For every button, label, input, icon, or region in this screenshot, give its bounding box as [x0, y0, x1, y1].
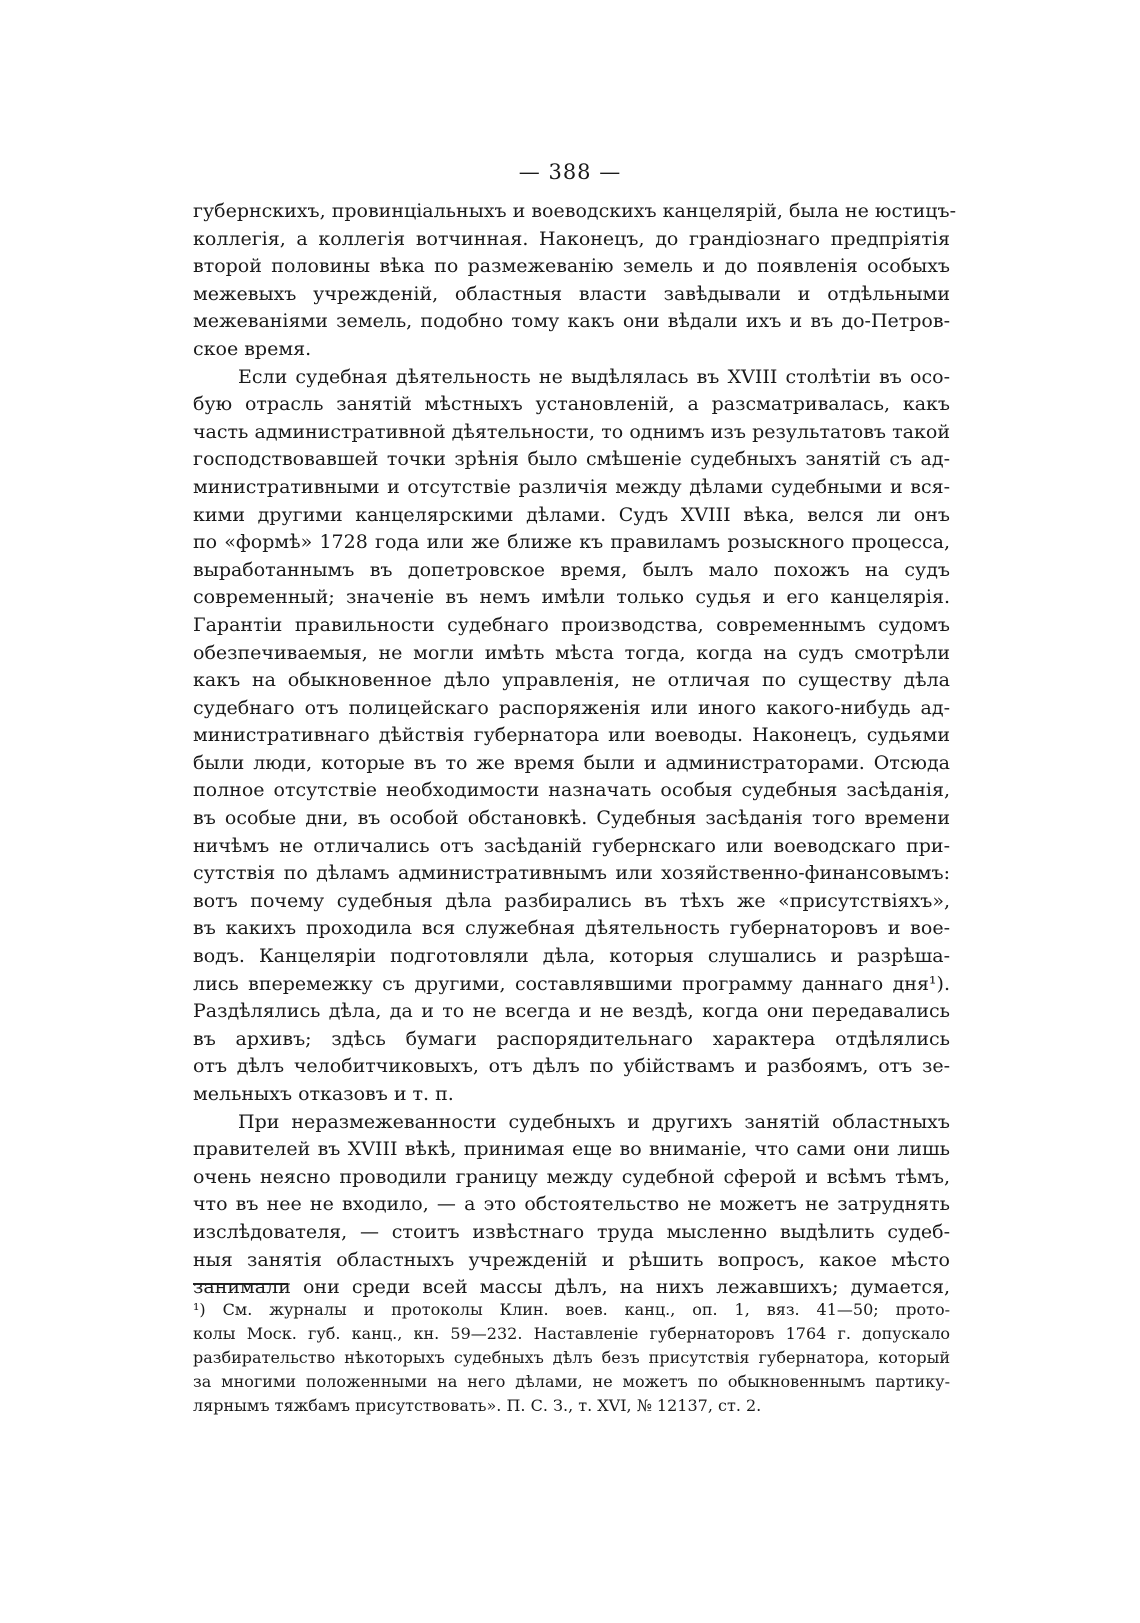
footnote-divider [193, 1283, 288, 1285]
text-line: бую отрасль занятій мѣстныхъ установленій, а разсматривалась, какъ [193, 393, 950, 416]
footnote [193, 1298, 950, 1418]
text-line: коллегія, а коллегія вотчинная. Наконецъ, до грандіознаго предпріятія [193, 227, 950, 250]
text-line: ское время. [193, 337, 312, 360]
paragraph [193, 364, 950, 1109]
text-line: изслѣдователя, — стоитъ извѣстнаго труда мысленно выдѣлить судеб- [193, 1220, 950, 1243]
text-line: обезпечиваемыя, не могли имѣть мѣста тогда, когда на судъ смотрѣли [193, 641, 950, 664]
text-line: водъ. Канцеляріи подготовляли дѣла, которыя слушались и разрѣша- [193, 945, 950, 968]
text-line: въ особые дни, въ особой обстановкѣ. Судебныя засѣданія того времени [193, 807, 950, 830]
text-line: отъ дѣлъ челобитчиковыхъ, отъ дѣлъ по убійствамъ и разбоямъ, отъ зе- [193, 1055, 950, 1078]
text-line: ныя занятія областныхъ учрежденій и рѣшить вопросъ, какое мѣсто [193, 1248, 950, 1271]
footnote-line: разбирательство нѣкоторыхъ судебныхъ дѣлъ безъ присутствія губернатора, который [193, 1348, 950, 1367]
text-line: министративными и отсутствіе различія между дѣлами судебными и вся- [193, 475, 950, 498]
text-line: по «формѣ» 1728 года или же ближе къ правиламъ розыскного процесса, [193, 531, 950, 554]
text-line: выработаннымъ въ допетровское время, былъ мало похожъ на судъ [193, 558, 950, 581]
text-line: губернскихъ, провинціальныхъ и воеводскихъ канцелярій, была не юстицъ- [193, 200, 956, 222]
text-line: очень неясно проводили границу между судебной сферой и всѣмъ тѣмъ, [193, 1165, 950, 1188]
text-line: занимали они среди всей массы дѣлъ, на нихъ лежавшихъ; думается, [193, 1276, 950, 1299]
text-line: межеваніями земель, подобно тому какъ они вѣдали ихъ и въ до-Петров- [193, 310, 950, 333]
text-line: вотъ почему судебныя дѣла разбирались въ тѣхъ же «присутствіяхъ», [193, 889, 950, 912]
footnote-line: за многими положенными на него дѣлами, не можетъ по обыкновеннымъ партику- [193, 1372, 950, 1391]
text-line: Если судебная дѣятельность не выдѣлялась въ XVIII столѣтіи въ осо- [238, 365, 950, 388]
text-line: мельныхъ отказовъ и т. п. [193, 1083, 454, 1105]
text-line: современный; значеніе въ немъ имѣли только судья и его канцелярія. [193, 586, 950, 609]
footnote-line: ¹) См. журналы и протоколы Клин. воев. канц., оп. 1, вяз. 41—50; прото- [193, 1300, 950, 1319]
text-line: второй половины вѣка по размежеванію земель и до появленія особыхъ [193, 255, 950, 278]
main-text [193, 198, 956, 1302]
footnote-line: колы Моск. губ. канц., кн. 59—232. Наставленіе губернаторовъ 1764 г. допускало [193, 1324, 950, 1343]
text-line: какъ на обыкновенное дѣло управленія, не отличая по существу дѣла [193, 669, 950, 692]
text-line: что въ нее не входило, — а это обстоятельство не можетъ не затруднять [193, 1193, 950, 1216]
text-line: межевыхъ учрежденій, областныя власти завѣдывали и отдѣльными [193, 282, 950, 305]
text-line: въ архивъ; здѣсь бумаги распорядительнаго характера отдѣлялись [193, 1027, 950, 1050]
text-line: въ какихъ проходила вся служебная дѣятельность губернаторовъ и вое- [193, 917, 950, 940]
text-line: Гарантіи правильности судебнаго производства, современнымъ судомъ [193, 613, 950, 636]
text-line: сутствія по дѣламъ административнымъ или хозяйственно-финансовымъ: [193, 862, 950, 885]
text-line: правителей въ XVIII вѣкѣ, принимая еще во вниманіе, что сами они лишь [193, 1138, 950, 1161]
footnote-line: лярнымъ тяжбамъ присутствовать». П. С. З., т. XVI, № 12137, ст. 2. [193, 1396, 762, 1415]
paragraph [193, 198, 956, 364]
text-line: министративнаго дѣйствія губернатора или воеводы. Наконецъ, судьями [193, 724, 950, 747]
text-line: были люди, которые въ то же время были и администраторами. Отсюда [193, 751, 950, 774]
text-line: господствовавшей точки зрѣнія было смѣшеніе судебныхъ занятій съ ад- [193, 448, 950, 471]
text-line: судебнаго отъ полицейскаго распоряженія или иного какого-нибудь ад- [193, 696, 950, 719]
text-line: лись вперемежку съ другими, составлявшими программу даннаго дня¹). [193, 972, 950, 995]
text-line: полное отсутствіе необходимости назначать особыя судебныя засѣданія, [193, 779, 950, 802]
text-line: Раздѣлялись дѣла, да и то не всегда и не вездѣ, когда они передавались [193, 1000, 950, 1023]
text-line: кими другими канцелярскими дѣлами. Судъ XVIII вѣка, велся ли онъ [193, 503, 950, 526]
text-line: ничѣмъ не отличались отъ засѣданій губернскаго или воеводскаго при- [193, 834, 950, 857]
text-line: часть административной дѣятельности, то однимъ изъ результатовъ такой [193, 420, 950, 443]
paragraph [193, 1109, 950, 1302]
page-number: — 388 — [518, 160, 622, 184]
text-line: При неразмежеванности судебныхъ и другихъ занятій областныхъ [238, 1110, 950, 1133]
